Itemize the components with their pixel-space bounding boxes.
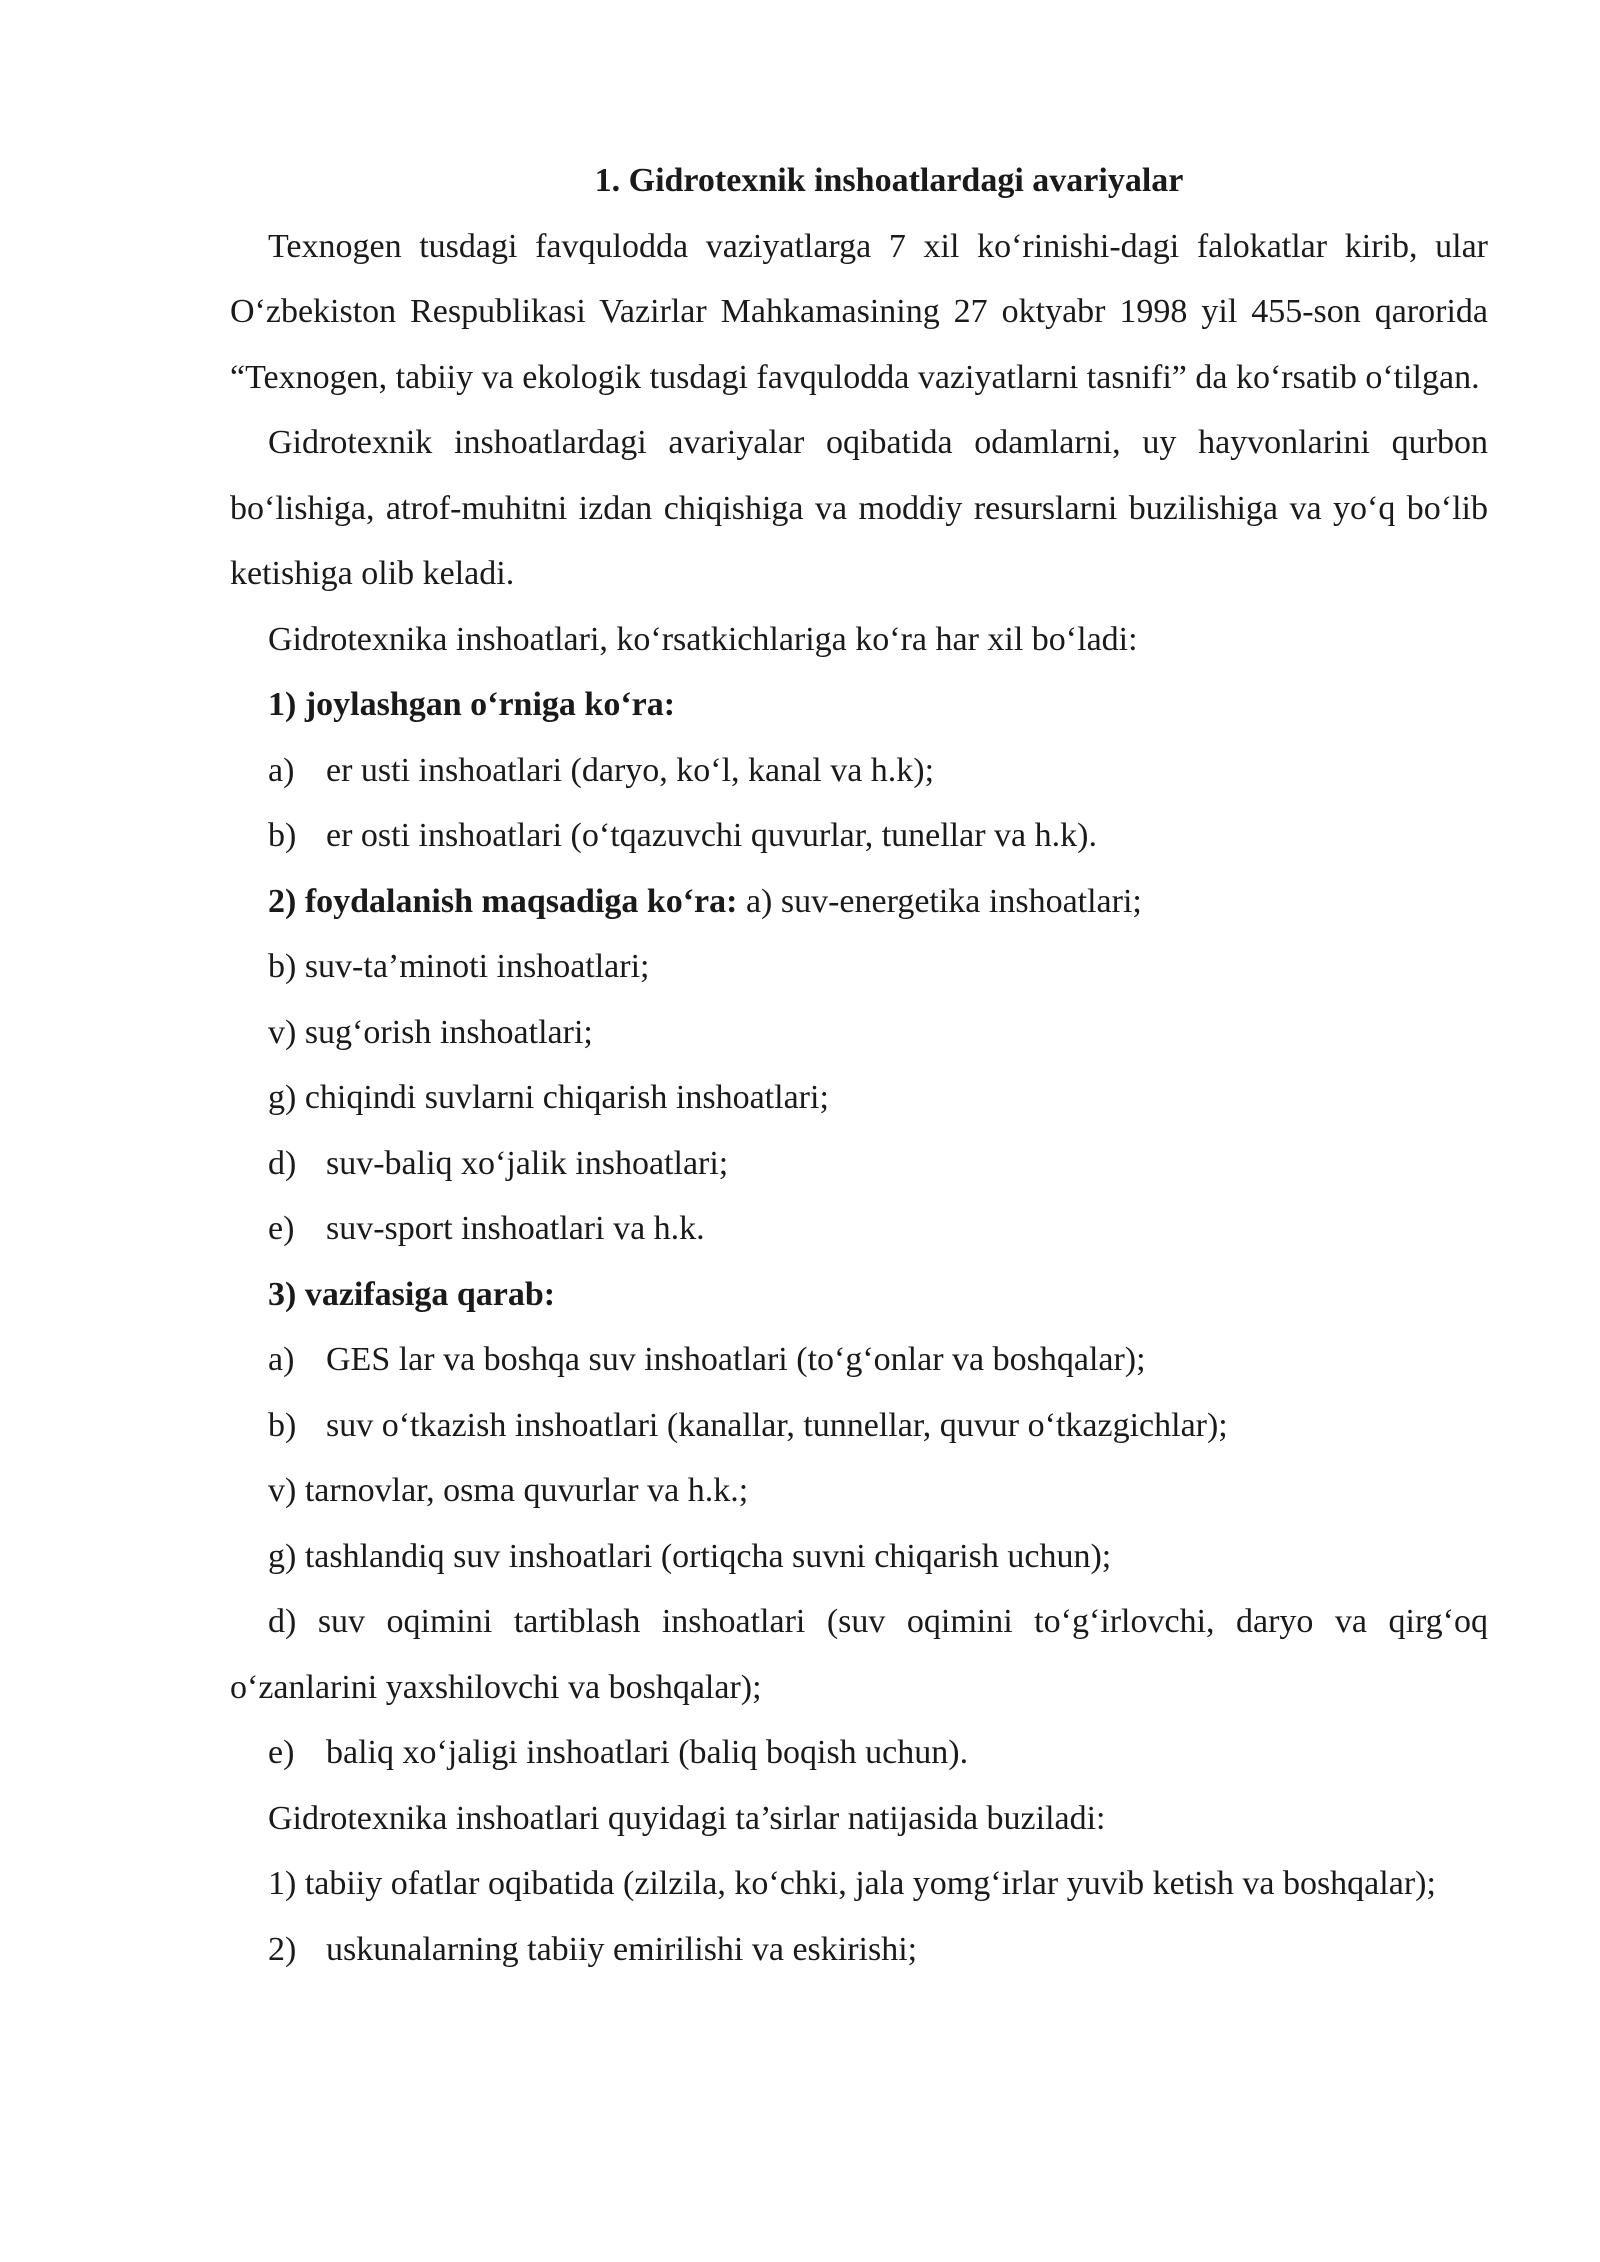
paragraph-intro: Texnogen tusdagi favqulodda vaziyatlarga 7 xil ko‘rinishi-dagi falokatlar kirib, ular O‘zbekiston Respublikasi Vazirlar Mahkamasining 27 oktyabr 1998 yil 455-son qarorida “Texnogen, tabiiy va ekologik tusdagi favqulodda vaziyatlarni tasnifi” da ko‘rsatib o‘tilgan. [230,227,1488,396]
list-item: a) er usti inshoatlari (daryo, ko‘l, kanal va h.k); [268,751,935,789]
list-item: 2) uskunalarning tabiiy emirilishi va eskirishi; [268,1930,918,1968]
heading-location: 1) joylashgan o‘rniga ko‘ra: [268,686,676,723]
paragraph-classification: Gidrotexnika inshoatlari, ko‘rsatkichlariga ko‘ra har xil bo‘ladi: [268,620,1138,658]
heading-function: 3) vazifasiga qarab: [268,1275,556,1313]
heading-purpose: 2) foydalanish maqsadiga ko‘ra: a) suv-energetika inshoatlari; [268,882,1142,920]
list-item: b) er osti inshoatlari (o‘tqazuvchi quvurlar, tunellar va h.k). [268,817,1097,854]
list-item: d) suv-baliq xo‘jalik inshoatlari; [268,1144,729,1182]
list-item: a) GES lar va boshqa suv inshoatlari (to‘g‘onlar va boshqalar); [268,1341,1146,1378]
list-item: b) suv-ta’minoti inshoatlari; [268,948,650,985]
paragraph-damage-causes: Gidrotexnika inshoatlari quyidagi ta’sirlar natijasida buziladi: [268,1799,1106,1837]
list-item: g) chiqindi suvlarni chiqarish inshoatlari; [268,1079,829,1116]
list-item: 1) tabiiy ofatlar oqibatida (zilzila, ko‘chki, jala yomg‘irlar yuvib ketish va boshqalar); [268,1865,1436,1902]
list-item: b) suv o‘tkazish inshoatlari (kanallar, tunnellar, quvur o‘tkazgichlar); [268,1406,1228,1444]
list-item: e) suv-sport inshoatlari va h.k. [268,1210,705,1247]
list-item: d) suv oqimini tartiblash inshoatlari (suv oqimini to‘g‘irlovchi, daryo va qirg‘oq o‘zanlarini yaxshilovchi va boshqalar); [230,1603,1488,1706]
list-item: v) sug‘orish inshoatlari; [268,1013,593,1051]
list-item: e) baliq xo‘jaligi inshoatlari (baliq boqish uchun). [268,1734,969,1771]
section-title: 1. Gidrotexnik inshoatlardagi avariyalar [594,162,1184,199]
list-item: g) tashlandiq suv inshoatlari (ortiqcha suvni chiqarish uchun); [268,1537,1112,1575]
paragraph-consequences: Gidrotexnik inshoatlardagi avariyalar oqibatida odamlarni, uy hayvonlarini qurbon bo‘lishiga, atrof-muhitni izdan chiqishiga va moddiy resurslarni buzilishiga va yo‘q bo‘lib ketishiga olib keladi. [230,424,1488,592]
document-page [230,148,1488,1982]
list-item: v) tarnovlar, osma quvurlar va h.k.; [268,1472,749,1509]
